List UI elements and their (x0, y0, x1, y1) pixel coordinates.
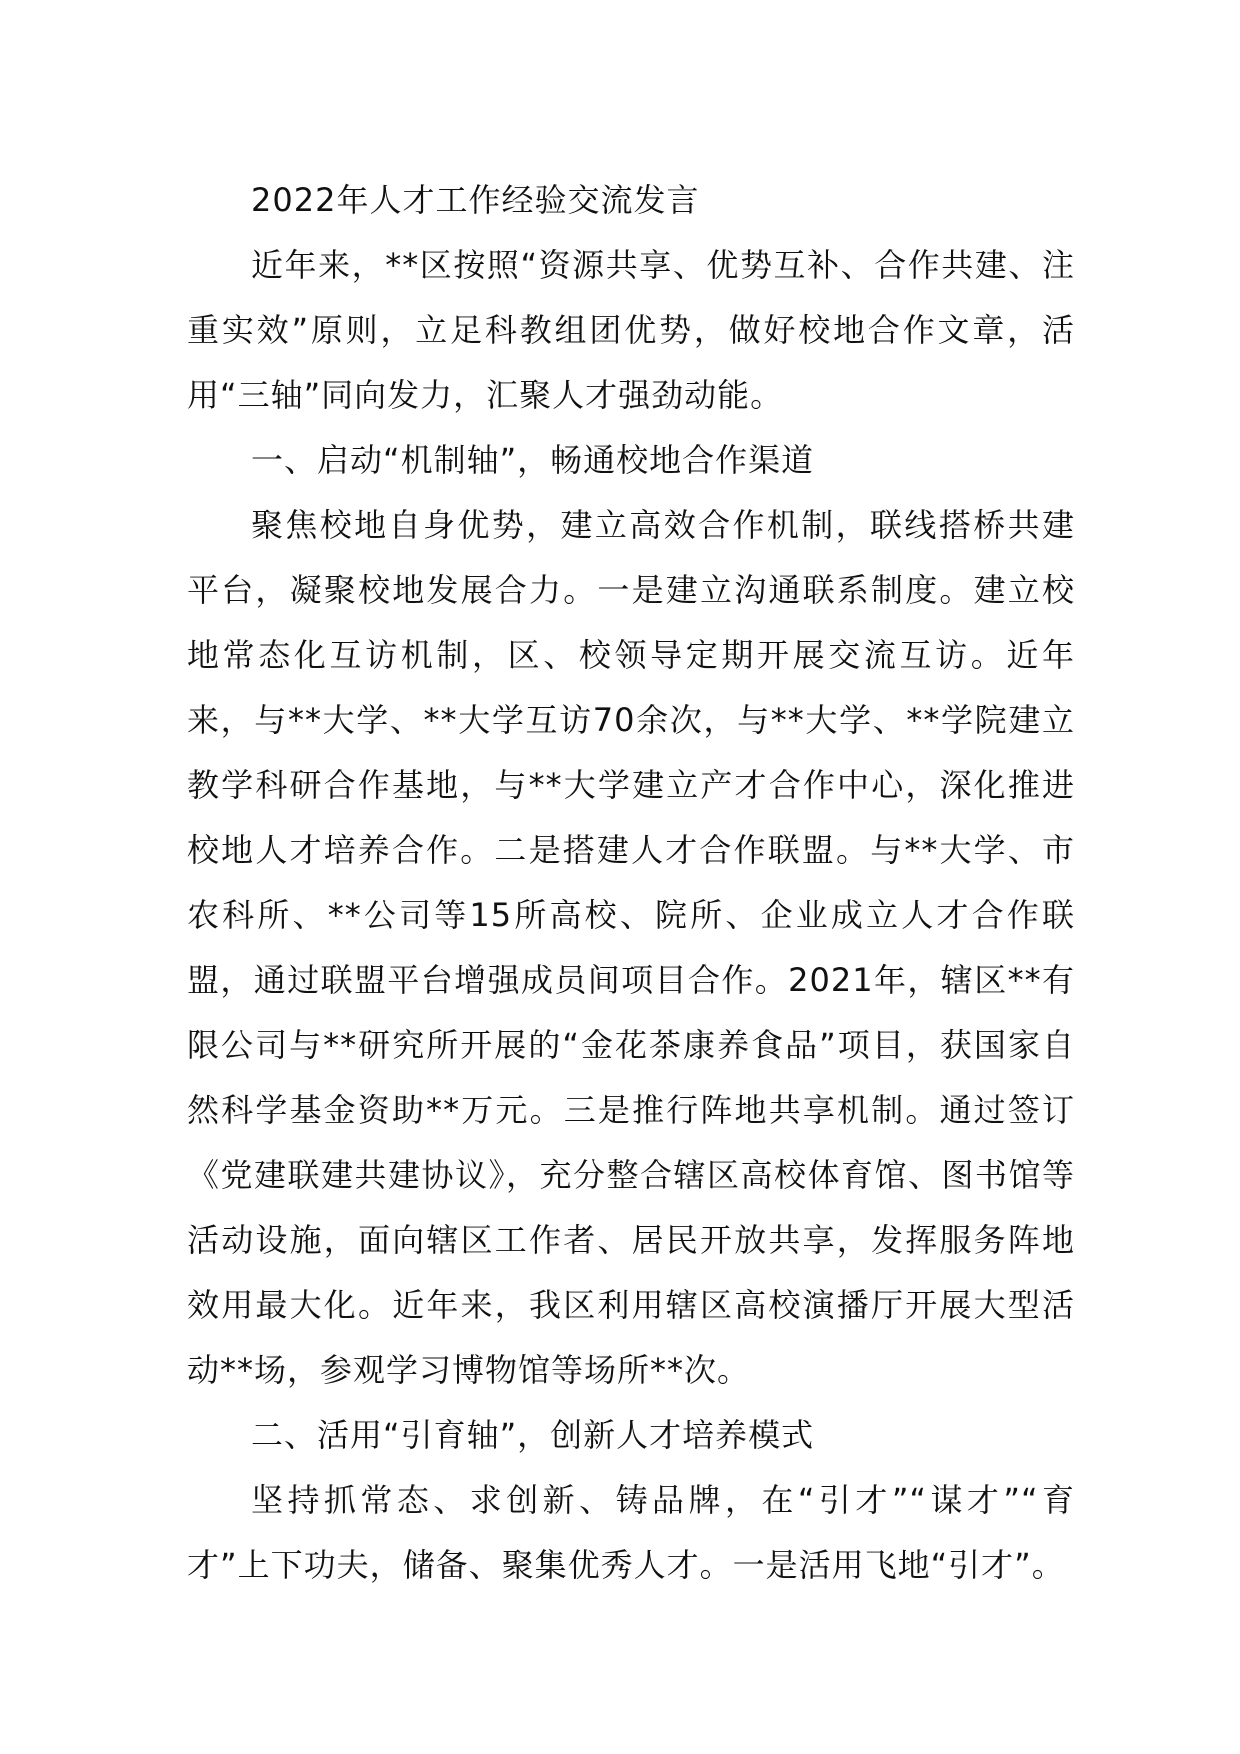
section-1-paragraph: 聚焦校地自身优势，建立高效合作机制，联线搭桥共建平台，凝聚校地发展合力。一是建立沟通联系制度。建立校地常态化互访机制，区、校领导定期开展交流互访。近年来，与**大学、**大学互访70余次，与**大学、**学院建立教学科研合作基地，与**大学建立产才合作中心，深化推进校地人才培养合作。二是搭建人才合作联盟。与**大学、市农科所、**公司等15所高校、院所、企业成立人才合作联盟，通过联盟平台增强成员间项目合作。2021年，辖区**有限公司与**研究所开展的“金花茶康养食品”项目，获国家自然科学基金资助**万元。三是推行阵地共享机制。通过签订《党建联建共建协议》，充分整合辖区高校体育馆、图书馆等活动设施，面向辖区工作者、居民开放共享，发挥服务阵地效用最大化。近年来，我区利用辖区高校演播厅开展大型活动**场，参观学习博物馆等场所**次。 (187, 506, 1075, 1389)
section-2-paragraph: 坚持抓常态、求创新、铸品牌，在“引才”“谋才”“育才”上下功夫，储备、聚集优秀人才。一是活用飞地“引才”。 (187, 1481, 1075, 1584)
section-heading-2: 二、活用“引育轴”，创新人才培养模式 (251, 1416, 815, 1454)
section-heading-1: 一、启动“机制轴”，畅通校地合作渠道 (251, 441, 815, 479)
document-body (187, 168, 1075, 1598)
intro-paragraph: 近年来，**区按照“资源共享、优势互补、合作共建、注重实效”原则，立足科教组团优势，做好校地合作文章，活用“三轴”同向发力，汇聚人才强劲动能。 (187, 246, 1075, 414)
document-title: 2022年人才工作经验交流发言 (251, 181, 700, 219)
